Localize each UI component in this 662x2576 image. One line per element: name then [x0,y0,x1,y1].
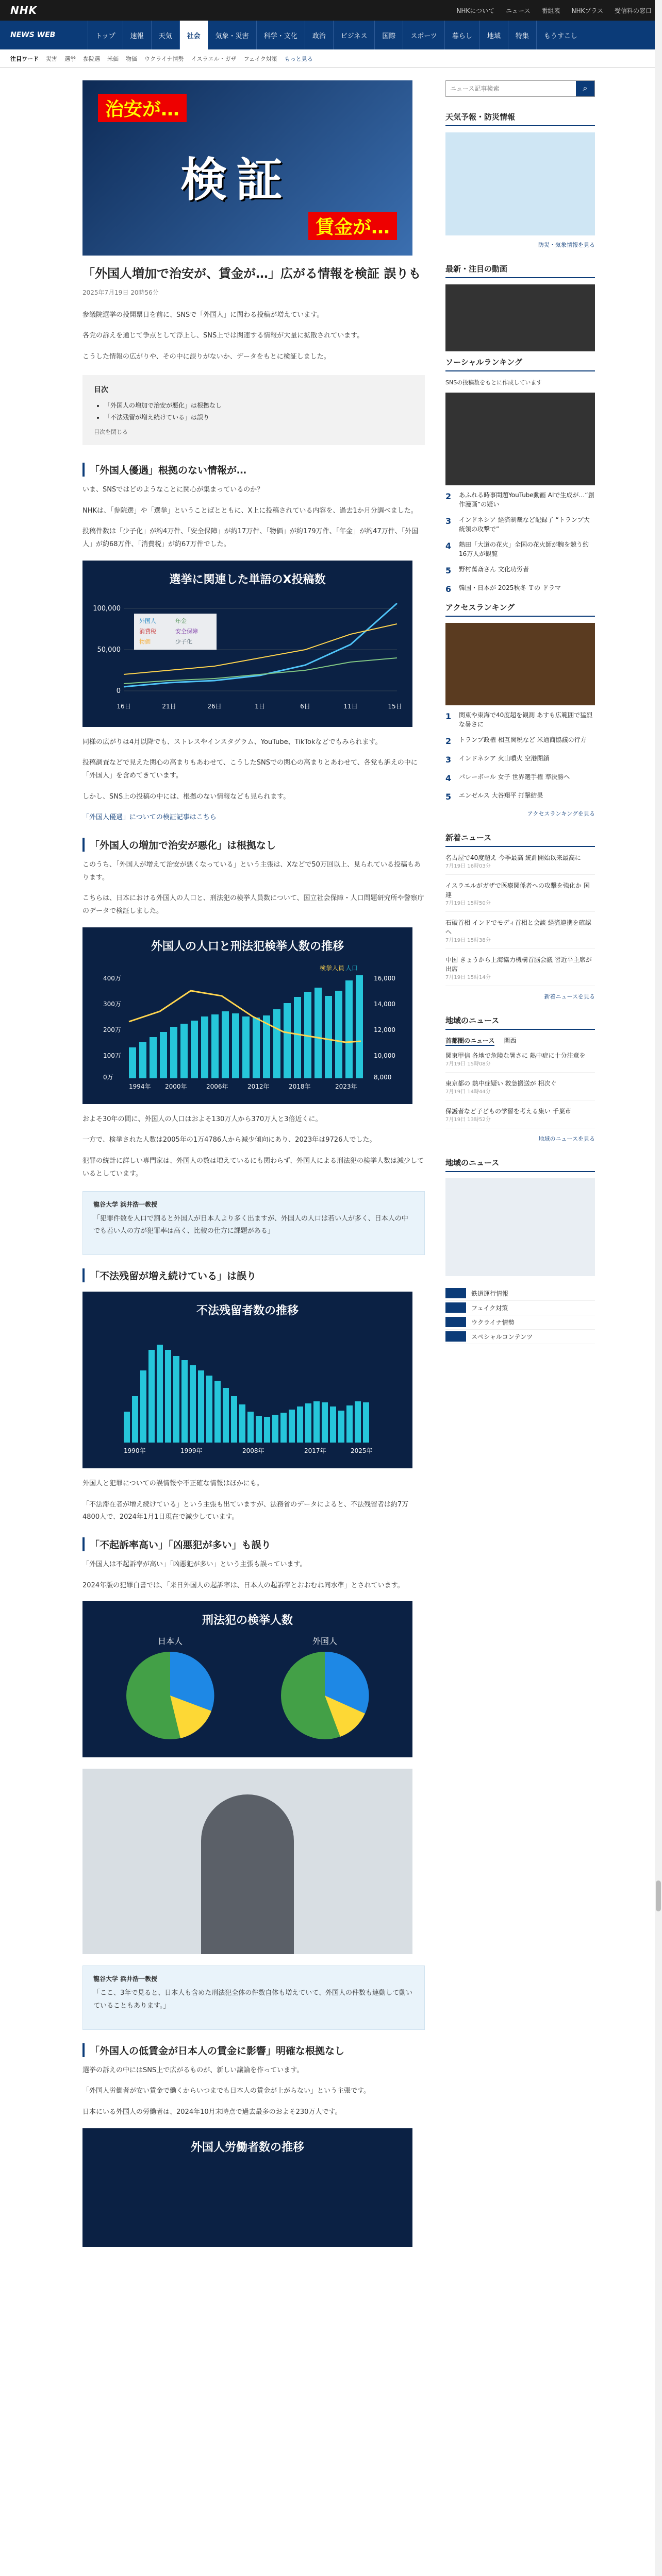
y-left-tick: 400万 [103,974,121,982]
access-thumbnail[interactable] [445,623,595,705]
paragraph: 投稿調査などで見えた関心の高まりもあわせて、こうしたSNSでの関心の高まりとあわせて、各党も訴えの中に「外国人」を含めてきています。 [82,759,418,779]
trending-word[interactable]: 物価 [126,55,137,62]
legend-item: 検挙人員 [320,964,345,972]
trending-word[interactable]: 参院選 [83,55,100,62]
ranking-item[interactable]: 2 トランプ政権 相互関税など 米通商協議の行方 [445,736,587,746]
nav-item-business[interactable]: ビジネス [333,21,375,49]
weather-section-title: 天気予報・防災情報 [445,111,595,126]
x-tick: 2017年 [304,1447,326,1454]
y-right-tick: 14,000 [374,1000,395,1008]
section-heading: 「不起訴率高い」「凶悪犯が多い」も誤り [82,1537,425,1551]
paragraph: いま、SNSではどのようなことに関心が集まっているのか？ [82,485,264,494]
trending-label: 注目ワード [10,55,39,62]
x-tick: 2000年 [165,1082,187,1090]
legend-item: 安全保障 [175,628,198,635]
top-bar [0,0,662,21]
top-link-about[interactable]: NHKについて [456,7,495,14]
ranking-item[interactable]: 3 インドネシア 経済制裁など記録了 “トランプ大統領の攻撃で” [445,516,590,533]
search-icon: ⌕ [583,84,588,93]
banner-special[interactable]: スペシャルコンテンツ [445,1330,595,1344]
pie-label-japanese: 日本人 [157,1636,183,1647]
paragraph: 各党の訴えを通じて争点として浮上し、SNS上では関連する情報が大量に拡散されています。 [82,332,364,340]
x-tick: 2008年 [242,1447,264,1454]
chart-title: 不法残留者数の推移 [196,1304,299,1317]
top-link-plus[interactable]: NHKプラス [571,7,603,14]
top-link-fee[interactable]: 受信料の窓口 [614,7,652,14]
x-tick: 15日 [388,702,402,710]
access-ranking-title: アクセスランキング [445,602,595,617]
section-heading: 「外国人の増加で治安が悪化」は根拠なし [82,838,425,852]
nav-item-science[interactable]: 科学・文化 [256,21,305,49]
x-tick: 1990年 [124,1447,146,1454]
quote-text: 「ここ、3年で見ると、日本人も含めた刑法犯全体の件数自体も増えていて、外国人の件数も連動して動いていることもあります。」 [93,1989,413,2010]
bar-chart-svg [93,1324,402,1458]
nav-item-society[interactable]: 社会 [179,21,208,49]
ranking-item[interactable]: 6 韓国・日本が 2025秋冬 Ｔの ドラマ [445,584,561,594]
section-heading: 「外国人の低賃金が日本人の賃金に影響」明確な根拠なし [82,2043,425,2057]
top-link-news[interactable]: ニュース [506,7,531,14]
nav-item-feature[interactable]: 特集 [508,21,536,49]
news-item[interactable]: 名古屋で40度超え 今季最高 統計開始以来最高に 7月19日 16時03分 [445,853,595,875]
top-link-program[interactable]: 番組表 [541,7,560,14]
news-item[interactable]: イスラエルがガザで医療関係者への攻撃を強化か 国連 7月19日 15時50分 [445,881,595,912]
y-right-tick: 10,000 [374,1052,395,1059]
x-tick: 1994年 [129,1082,151,1090]
trending-word[interactable]: フェイク対策 [243,55,277,62]
toc-item[interactable]: • 「不法残留が増え続けている」は誤り [104,413,413,421]
local-news-list [445,1051,595,1128]
scrollbar-thumb[interactable] [656,1880,661,1911]
paragraph: 選挙の訴えの中にはSNS上で広がるものが、新しい議論を作っています。 [82,2066,304,2074]
y-right-tick: 12,000 [374,1026,395,1033]
legend-item: 物価 [139,638,151,645]
article-title: 「外国人増加で治安が、賃金が…」広がる情報を検証 誤りも [82,266,421,281]
section-heading: 「不法残留が増え続けている」は誤り [82,1268,425,1282]
expert-quote-box [82,1965,425,2029]
paragraph: 「不法滞在者が増え続けている」という主張も出ていますが、法務省のデータによると、不法残留者は約7万4800人で、2024年1月1日現在で減少しています。 [82,1500,409,1521]
chart-x-posts [82,561,412,727]
y-left-tick: 0万 [103,1073,113,1081]
paragraph: 「外国人労働者が安い賃金で働くからいつまでも日本人の賃金が上がらない」という主張です。 [82,2087,370,2095]
pie-label-foreign: 外国人 [312,1636,338,1647]
video-thumbnail[interactable] [445,284,595,351]
chart-population-arrests [82,927,412,1104]
line-chart-svg [93,593,402,717]
x-tick: 2025年 [351,1447,373,1454]
y-right-tick: 16,000 [374,974,395,982]
expert-quote-box [82,1191,425,1255]
local-more-link[interactable]: 地域のニュースを見る [538,1135,595,1142]
weather-map[interactable] [445,132,595,235]
y-left-tick: 200万 [103,1026,121,1033]
chart-title: 選挙に関連した単語のX投稿数 [169,573,326,586]
legend-item: 消費税 [139,628,156,635]
news-item[interactable]: 石破首相 インドでモディ首相と会談 経済連携を確認へ 7月19日 15時38分 [445,918,595,949]
banner-ukraine[interactable]: ウクライナ情勢 [445,1315,595,1330]
quote-text: 「犯罪件数を人口で割ると外国人が日本人より多く出ますが、外国人の人口は若い人が多く、日本人の中でも若い人の方が犯罪率は高く、比較の仕方に課題がある」 [93,1214,408,1235]
x-tick: 11日 [343,702,358,710]
weather-more-link[interactable]: 防災・気象情報を見る [538,242,595,248]
paragraph: こうした情報の広がりや、その中に誤りがないか、データをもとに検証しました。 [82,353,330,361]
latest-more-link[interactable]: 新着ニュースを見る [544,993,595,1000]
pie-charts-svg [93,1634,402,1747]
ranking-note: SNSの投稿数をもとに作成しています [445,379,542,386]
hero-title: 検証 [180,153,292,207]
chart-illegal-residents [82,1292,412,1468]
nav-item-breaking[interactable]: 速報 [123,21,151,49]
access-more-link[interactable]: アクセスランキングを見る [527,810,595,817]
nav-item-weather[interactable]: 天気 [151,21,179,49]
legend-item: 少子化 [175,638,192,645]
latest-news-title: 新着ニュース [445,832,595,847]
tab-kansai[interactable]: 関西 [504,1037,517,1044]
special-banners [445,1286,595,1344]
x-tick: 16日 [117,702,131,710]
banner-fake[interactable]: フェイク対策 [445,1301,595,1315]
tab-capital[interactable]: 首都圏のニュース [445,1036,494,1046]
interview-photo [82,1769,412,1954]
trending-word[interactable]: 選挙 [64,55,76,62]
page-scrollbar[interactable] [655,0,662,2576]
paragraph: しかし、SNS上の投稿の中には、根拠のない情報なども見られます。 [82,792,290,801]
ranking-thumbnail[interactable] [445,393,595,485]
paragraph: 投稿件数は「少子化」が約4万件、「安全保障」が約17万件、「物価」が約179万件、「年金」が約47万件、「外国人」が約68万件、「消費税」が約67万件でした。 [82,528,419,548]
social-ranking-title: ソーシャルランキング [445,357,595,371]
paragraph: このうち、「外国人が増えて治安が悪くなっている」という主張は、Xなどで50万回以上、見られている投稿もあります。 [82,861,421,882]
ranking-item[interactable]: 5 エンゼルス 大谷翔平 打撃結果 [445,791,543,802]
ranking-item[interactable]: 5 野村萬斎さん 文化功労者 [445,565,529,575]
nav-item-international[interactable]: 国際 [374,21,403,49]
x-tick: 1999年 [180,1447,203,1454]
paragraph: 2024年版の犯罪白書では、「来日外国人の起訴率は、日本人の起訴率とおおむね同水準」とされています。 [82,1581,404,1589]
paragraph: 一方で、検挙された人数は2005年の1万4786人から減少傾向にあり、2023年は9726人でした。 [82,1136,376,1144]
ranking-item[interactable]: 1 関東や東海で40度超を観測 あすも広範囲で猛烈な暑さに [445,711,593,728]
toc-close-button[interactable]: 目次を閉じる [94,428,128,435]
paragraph: 日本にいる外国人の労働者は、2024年10月末時点で過去最多のおよそ230万人です。 [82,2108,342,2116]
related-article-link[interactable]: 「外国人優遇」についての検証記事はこちら [82,814,217,822]
local-tabs [445,1036,595,1046]
y-tick: 100,000 [93,604,121,613]
news-item[interactable]: 東京都の 熱中症疑い 救急搬送が 相次ぐ 7月19日 14時44分 [445,1079,595,1100]
x-tick: 2018年 [289,1082,311,1090]
x-tick: 2023年 [335,1082,357,1090]
trending-word[interactable]: ウクライナ情勢 [144,55,184,62]
section-heading: 「外国人優遇」根拠のない情報が… [82,463,425,477]
trending-words-bar [0,49,662,68]
hero-image [82,80,412,256]
paragraph: 犯罪の統計に詳しい専門家は、外国人の数は増えているにも関わらず、外国人による刑法犯の検挙人数は減少しているとしています。 [82,1157,424,1178]
paragraph: こちらは、日本における外国人の人口と、刑法犯の検挙人員数について、国立社会保障・人口問題研究所や警察庁のデータで検証しました。 [82,894,424,916]
x-tick: 2012年 [247,1082,270,1090]
nav-item-disaster[interactable]: 気象・災害 [208,21,256,49]
nav-item-more[interactable]: もうすこし [536,21,585,49]
banner-train[interactable]: 鉄道運行情報 [445,1286,595,1301]
nhk-logo[interactable]: NHK [10,4,37,16]
nav-item-politics[interactable]: 政治 [305,21,333,49]
ranking-item[interactable]: 4 パレーボール 女子 世界選手権 準決勝へ [445,773,570,783]
y-left-tick: 100万 [103,1052,121,1059]
video-section-title: 最新・注目の動画 [445,263,595,278]
trending-word[interactable]: イスラエル・ガザ [191,55,237,62]
local-news-title: 地域のニュース [445,1015,595,1030]
chart-title: 刑法犯の検挙人数 [202,1614,293,1628]
news-web-brand[interactable]: NEWS WEB [10,31,56,39]
y-right-tick: 8,000 [374,1073,392,1081]
latest-news-list [445,853,595,986]
x-tick: 6日 [300,702,310,710]
chart-title: 外国人の人口と刑法犯検挙人数の推移 [151,940,344,953]
news-item[interactable]: 関東甲信 各地で危険な暑さに 熱中症に十分注意を 7月19日 15時08分 [445,1051,595,1073]
search-box [445,80,595,97]
y-left-tick: 300万 [103,1000,121,1008]
chart-foreign-workers [82,2128,412,2247]
hero-tag-security: 治安が… [98,94,187,122]
top-links [456,6,652,15]
paragraph: 同様の広がりは4月以降でも、ストレスやインスタグラム、YouTube、TikTokなどでもみられます。 [82,738,382,746]
search-button[interactable] [576,81,594,96]
y-tick: 50,000 [97,646,121,654]
trending-word[interactable]: 災害 [46,55,57,62]
paragraph: 参議院選挙の投開票日を前に、SNSで「外国人」に関わる投稿が増えています。 [82,311,324,319]
quote-speaker: 龍谷大学 浜井浩一教授 [93,1200,158,1208]
toc-title: 目次 [94,385,108,394]
paragraph: NHKは、「参院選」や「選挙」ということばとともに、X上に投稿されている内容を、過去1か月分調べました。 [82,506,418,515]
paragraph: 「外国人は不起訴率が高い」「凶悪犯が多い」という主張も誤っています。 [82,1560,307,1568]
person-silhouette [201,1794,294,1954]
nav-item-top[interactable]: トップ [88,21,123,49]
chart-arrest-breakdown [82,1601,412,1757]
article-date: 2025年7月19日 20時56分 [82,289,159,296]
ranking-item[interactable]: 4 熱田「大道の花火」全国の花火師が腕を競う約16万人が観覧 [445,540,589,557]
nav-item-local[interactable]: 地域 [479,21,508,49]
paragraph: 外国人と犯罪についての誤情報や不正確な情報はほかにも。 [82,1479,263,1487]
y-tick: 0 [116,687,121,695]
x-tick: 1日 [255,702,265,710]
trending-more-link[interactable]: もっと見る [284,55,313,62]
chart-title: 外国人労働者数の推移 [190,2141,304,2154]
legend-item: 人口 [345,964,358,972]
table-of-contents [82,375,425,445]
ranking-item[interactable]: 2 あふれる時事問題YouTube動画 AIで生成が…“創作漫画”の疑い [445,491,594,508]
news-item[interactable]: 中国 きょうから上海協力機構首脳会議 習近平主席が出席 7月19日 15時14分 [445,955,595,986]
x-tick: 26日 [207,702,222,710]
bar-line-chart-svg [93,960,402,1094]
sidebar [445,80,595,2256]
main-nav [0,21,662,49]
hero-tag-wage: 賃金が… [308,212,397,240]
region-map[interactable] [445,1178,595,1276]
search-input[interactable] [446,81,576,96]
paragraph: およそ30年の間に、外国人の人口はおよそ130万人から370万人と3倍近くに。 [82,1115,322,1123]
social-ranking-list [445,490,595,596]
toc-item[interactable]: • 「外国人の増加で治安が悪化」は根拠なし [104,401,413,410]
nav-item-life[interactable]: 暮らし [444,21,479,49]
access-ranking-list [445,710,595,803]
article-main [82,80,425,2256]
legend-item: 外国人 [139,617,156,624]
x-tick: 2006年 [206,1082,228,1090]
trending-word[interactable]: 米価 [107,55,119,62]
region-map-title: 地域のニュース [445,1157,595,1172]
legend-item: 年金 [175,617,187,624]
quote-speaker: 龍谷大学 浜井浩一教授 [93,1975,158,1983]
nav-item-sports[interactable]: スポーツ [403,21,444,49]
x-tick: 21日 [162,702,176,710]
news-item[interactable]: 保護者など子どもの学習を考える集い 千葉市 7月19日 13時52分 [445,1107,595,1128]
ranking-item[interactable]: 3 インドネシア 火山噴火 空港閉鎖 [445,754,550,765]
